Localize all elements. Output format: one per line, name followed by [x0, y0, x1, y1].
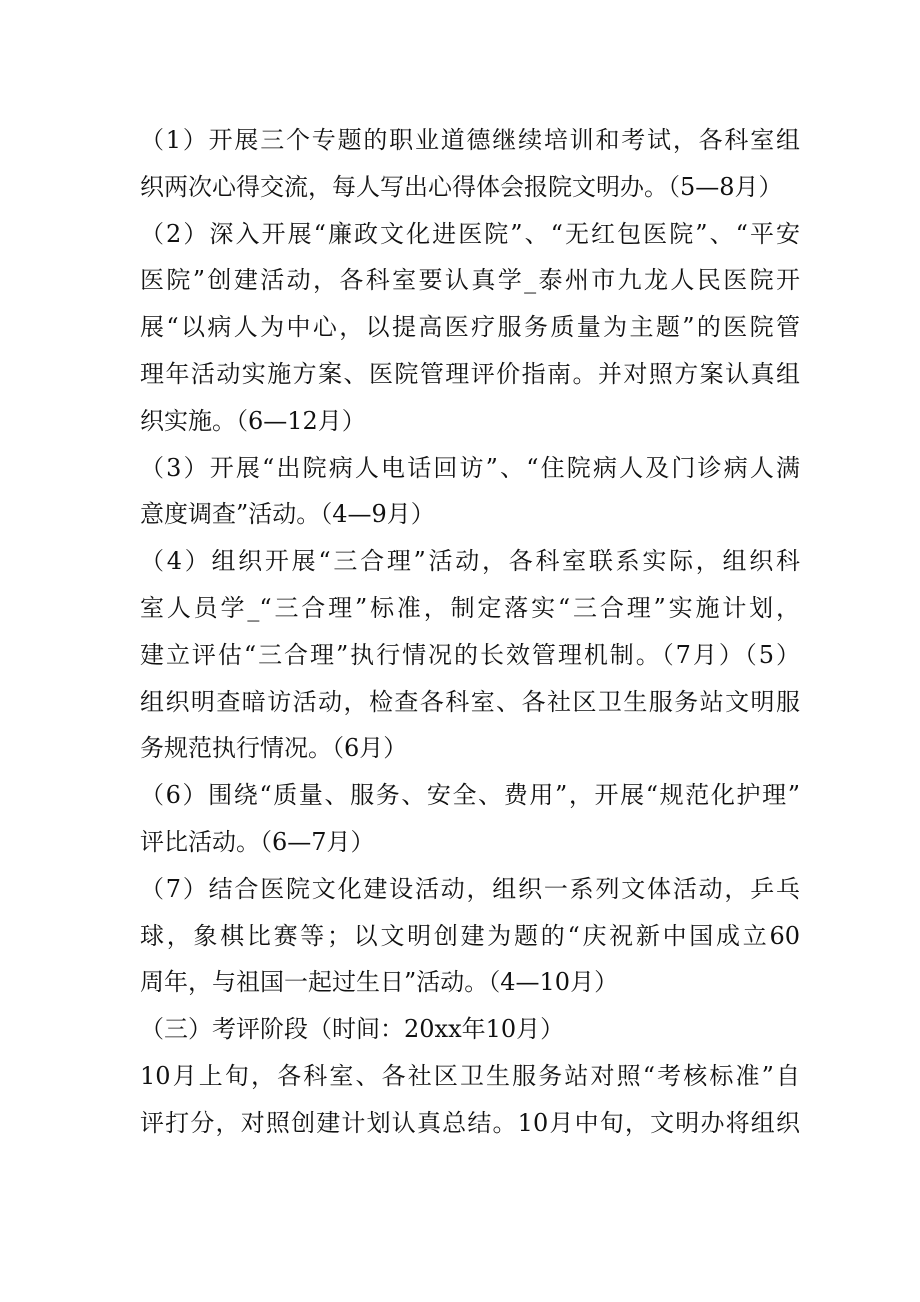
text-line: 意度调查”活动。（4—9月）	[140, 500, 435, 529]
text-line: （3）开展“出院病人电话回访”、“住院病人及门诊病人满	[140, 453, 800, 482]
text-line: 评打分，对照创建计划认真总结。10月中旬，文明办将组织	[140, 1108, 800, 1137]
text-line: 织两次心得交流，每人写出心得体会报院文明办。（5—8月）	[140, 172, 783, 201]
text-line: 展“以病人为中心，以提高医疗服务质量为主题”的医院管	[140, 313, 800, 342]
text-line: 室人员学_“三合理”标准，制定落实“三合理”实施计划，	[140, 593, 800, 622]
text-line: 球，象棋比赛等；以文明创建为题的“庆祝新中国成立60	[140, 921, 800, 950]
text-line: 组织明查暗访活动，检查各科室、各社区卫生服务站文明服	[140, 687, 800, 716]
text-line: 评比活动。（6—7月）	[140, 827, 375, 856]
text-line: （4）组织开展“三合理”活动，各科室联系实际，组织科	[140, 547, 800, 576]
text-line: 织实施。（6—12月）	[140, 406, 366, 435]
body-text	[140, 117, 800, 1147]
text-line: （7）结合医院文化建设活动，组织一系列文体活动，乒乓	[140, 874, 800, 903]
text-line: （1）开展三个专题的职业道德继续培训和考试，各科室组	[140, 126, 800, 154]
text-line: （2）深入开展“廉政文化进医院”、“无红包医院”、“平安	[140, 219, 800, 248]
text-line: 医院”创建活动，各科室要认真学_泰州市九龙人民医院开	[140, 266, 800, 295]
text-line: 10月上旬，各科室、各社区卫生服务站对照“考核标准”自	[140, 1061, 800, 1090]
text-line: （三）考评阶段（时间：20xx年10月）	[140, 1015, 565, 1044]
text-line: 理年活动实施方案、医院管理评价指南。并对照方案认真组	[140, 359, 800, 388]
text-line: 建立评估“三合理”执行情况的长效管理机制。（7月）（5）	[140, 640, 800, 669]
text-line: 周年，与祖国一起过生日”活动。（4—10月）	[140, 968, 619, 997]
text-line: 务规范执行情况。（6月）	[140, 734, 408, 763]
text-line: （6）围绕“质量、服务、安全、费用”，开展“规范化护理”	[140, 781, 800, 810]
